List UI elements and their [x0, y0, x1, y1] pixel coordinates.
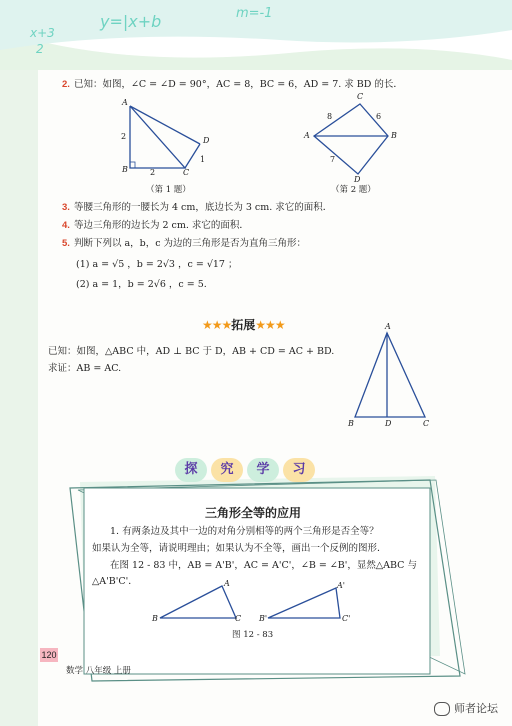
explore-label-b: B [152, 614, 158, 623]
question-5 [62, 237, 306, 250]
page-number: 120 [41, 650, 57, 660]
fig1-side-ab: 2 [121, 132, 127, 141]
ext-label-d: D [385, 419, 392, 428]
handwriting-equation: y=|x+b [100, 12, 162, 31]
fig2-side-7: 7 [330, 155, 336, 164]
ext-label-c: C [423, 419, 430, 428]
explore-label-a: A [224, 579, 230, 588]
fig1-side-cd: 1 [200, 155, 206, 164]
fig2-caption: （第 2 题） [331, 185, 376, 195]
explore-pill-2: 究 [211, 458, 243, 482]
explore-pill-1: 探 [175, 458, 207, 482]
extension-title: 拓展 [231, 318, 256, 332]
question-3 [62, 201, 332, 214]
explore-line-2: 如果认为全等，请说明理由；如果认为不全等，画出一个反例的图形． [92, 543, 387, 554]
question-4 [62, 219, 249, 232]
fig2-side-6: 6 [376, 112, 382, 121]
handwriting-fraction-top: x+3 [30, 26, 55, 40]
watermark-text: 师者论坛 [454, 702, 498, 715]
question-number: 3. [62, 202, 70, 213]
fig2-label-c: C [357, 92, 364, 101]
question-text: 等边三角形的边长为 2 cm. 求它的面积． [73, 220, 249, 231]
left-margin-band [0, 70, 38, 726]
question-text: 判断下列以 a，b，c 为边的三角形是否为直角三角形： [73, 238, 307, 249]
explore-label-c: C [235, 614, 242, 623]
question-2 [62, 78, 403, 91]
explore-pill-4: 习 [283, 458, 315, 482]
explore-line-4: △A'B'C'． [92, 576, 138, 587]
fig2-label-b: B [391, 131, 397, 140]
fig1-caption: （第 1 题） [146, 185, 191, 195]
question-number: 4. [62, 220, 70, 231]
fig1-label-b: B [122, 165, 128, 174]
fig2-label-a: A [304, 131, 310, 140]
question-5-item-1: (1) a = √5 ，b = 2√3 ，c = √17 ； [76, 259, 238, 270]
explore-line-1: 1. 有两条边及其中一边的对角分别相等的两个三角形是否全等？ [110, 526, 379, 537]
fig1-side-bc: 2 [150, 168, 156, 177]
explore-pill-3: 学 [247, 458, 279, 482]
extension-given: 已知：如图，△ABC 中，AD ⊥ BC 于 D，AB + CD = AC + BD. [48, 346, 335, 357]
stars-right-icon: ★★★ [255, 318, 285, 332]
explore-figure [150, 580, 360, 628]
handwriting-fraction-bottom: 2 [36, 42, 44, 56]
ext-label-a: A [385, 322, 391, 331]
header-band [0, 0, 512, 70]
fig1-label-d: D [203, 136, 210, 145]
fig1-label-c: C [183, 168, 190, 177]
explore-line-3: 在图 12 - 83 中，AB = A'B'，AC = A'C'，∠B = ∠B'，显然△ABC 与 [110, 560, 417, 571]
book-title: 数学 八年级 上册 [66, 666, 131, 676]
extension-prove: 求证：AB = AC. [48, 363, 122, 374]
watermark [434, 700, 498, 716]
fig2-side-8: 8 [327, 112, 333, 121]
question-text: 等腰三角形的一腰长为 4 cm，底边长为 3 cm. 求它的面积． [73, 202, 333, 213]
question-5-item-2: (2) a = 1，b = 2√6 ，c = 5. [76, 279, 207, 290]
extension-heading [202, 316, 285, 333]
explore-figure-caption: 图 12 - 83 [232, 630, 274, 640]
explore-label-b-prime: B' [259, 614, 268, 623]
fig1-label-a: A [122, 98, 128, 107]
question-text: 已知：如图，∠C = ∠D = 90°，AC = 8，BC = 6，AD = 7. 求 BD 的长． [73, 79, 403, 90]
handwriting-slope: m=-1 [236, 6, 273, 21]
ext-label-b: B [348, 419, 354, 428]
fig2-label-d: D [354, 175, 361, 184]
chat-icon [434, 702, 450, 716]
explore-title: 三角形全等的应用 [205, 506, 302, 520]
stars-left-icon: ★★★ [202, 318, 232, 332]
explore-label-a-prime: A' [337, 581, 345, 590]
question-number: 5. [62, 238, 70, 249]
extension-figure [345, 325, 435, 425]
explore-label-c-prime: C' [342, 614, 351, 623]
question-number: 2. [62, 79, 70, 90]
